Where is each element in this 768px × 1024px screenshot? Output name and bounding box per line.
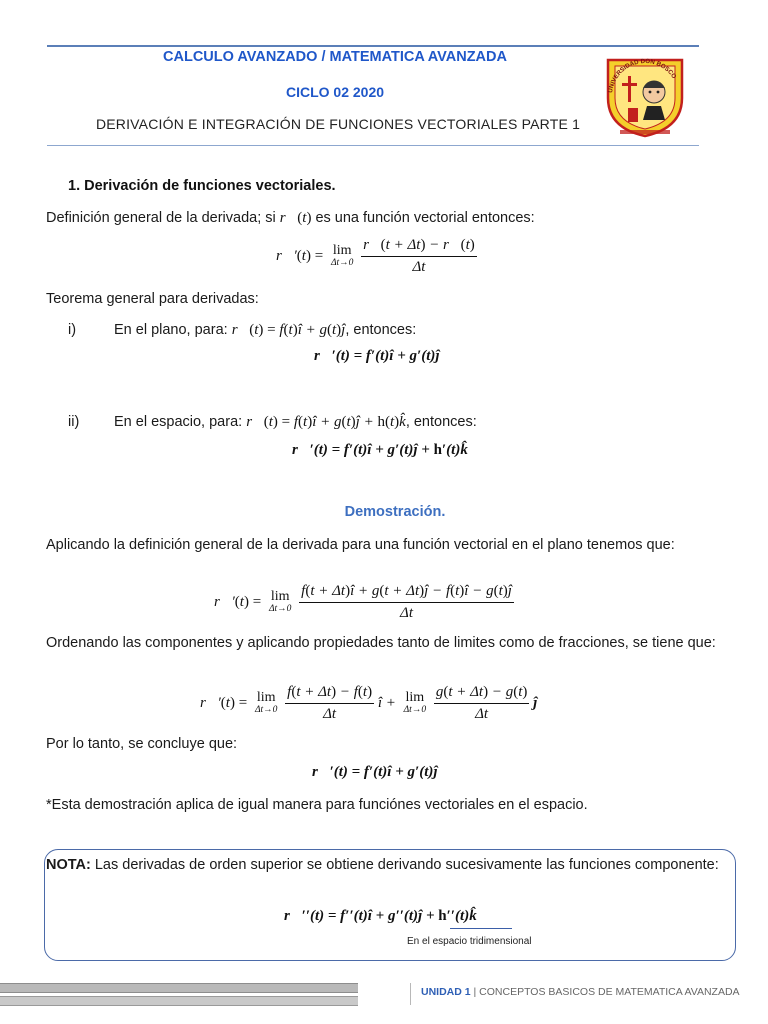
footer-separator	[410, 983, 411, 1005]
nota-caption: En el espacio tridimensional	[407, 936, 532, 947]
demo-paragraph-3: Por lo tanto, se concluye que:	[46, 736, 238, 752]
demo-paragraph-4: *Esta demostración aplica de igual manera para funciónes vectoriales en el espacio.	[46, 797, 588, 813]
document-subtitle: DERIVACIÓN E INTEGRACIÓN DE FUNCIONES VECTORIALES PARTE 1	[95, 116, 581, 132]
footer-bar-top	[0, 983, 358, 993]
demo-paragraph-2: Ordenando las componentes y aplicando propiedades tanto de limites como de fracciones, se tiene que:	[46, 635, 716, 651]
demo-conclusion-formula: r⃗′(t) = f′(t)î + g′(t)ĵ	[312, 764, 438, 780]
definition-text: Definición general de la derivada; si r⃗(t) es una función vectorial entonces:	[46, 210, 535, 226]
second-derivative-formula: r⃗′′(t) = f′′(t)î + g′′(t)ĵ + h′′(t)k̂	[284, 908, 477, 924]
footer-unit: UNIDAD 1	[421, 986, 471, 998]
item-i-text: En el plano, para: r⃗(t) = f(t)î + g(t)ĵ, entonces:	[114, 322, 417, 338]
demo-paragraph-1: Aplicando la definición general de la derivada para una función vectorial en el plano tenemos que:	[46, 537, 675, 553]
footer-bar-bottom	[0, 996, 358, 1006]
item-ii-label: ii)	[68, 414, 80, 430]
footer-text: UNIDAD 1 | CONCEPTOS BASICOS DE MATEMATICA AVANZADA	[421, 986, 740, 998]
demo-heading: Demostración.	[344, 504, 446, 520]
nota-label: NOTA:	[46, 857, 91, 873]
plane-derivative-formula: r⃗′(t) = f′(t)î + g′(t)ĵ	[314, 348, 440, 364]
header-top-rule	[47, 45, 699, 47]
item-ii-text: En el espacio, para: r⃗(t) = f(t)î + g(t)ĵ + h(t)k̂, entonces:	[114, 414, 477, 430]
demo-limit-formula: r⃗′(t) = lim Δt→0 $\frac{f(t + \Delta t)î + g(t + \Delta t)ĵ - f(t)î - g(t)ĵ}{\Delta t}$	[214, 583, 512, 621]
theorem-text: Teorema general para derivadas:	[46, 291, 259, 307]
cycle-label: CICLO 02 2020	[285, 84, 385, 100]
header-bottom-rule	[47, 145, 699, 146]
nota-text: NOTA: Las derivadas de orden superior se obtiene derivando sucesivamente las funciones componente:	[46, 857, 719, 873]
item-i-label: i)	[68, 322, 77, 338]
course-title: CALCULO AVANZADO / MATEMATICA AVANZADA	[163, 49, 507, 65]
svg-text:UNIVERSIDAD DON BOSCO: UNIVERSIDAD DON BOSCO	[607, 57, 678, 94]
footer-title: CONCEPTOS BASICOS DE MATEMATICA AVANZADA	[479, 986, 740, 998]
space-derivative-formula: r⃗′(t) = f′(t)î + g′(t)ĵ + h′(t)k̂	[292, 442, 468, 458]
demo-split-formula: r⃗′(t) = lim Δt→0 $\frac{f(t + \Delta t) - f(t)}{\Delta t}$ î + lim Δt→0 $\frac{g(t + \Delta t) - g(t)}{\Delta t}$ ĵ	[200, 684, 538, 722]
derivative-definition-formula: r⃗′(t) = lim Δt→0 $\frac{r⃗(t + \Delta t) - r⃗(t)}{\Delta t}$	[276, 237, 475, 275]
section-heading: 1. Derivación de funciones vectoriales.	[68, 178, 336, 194]
formula-underline	[450, 928, 512, 929]
university-logo-icon	[598, 50, 692, 138]
